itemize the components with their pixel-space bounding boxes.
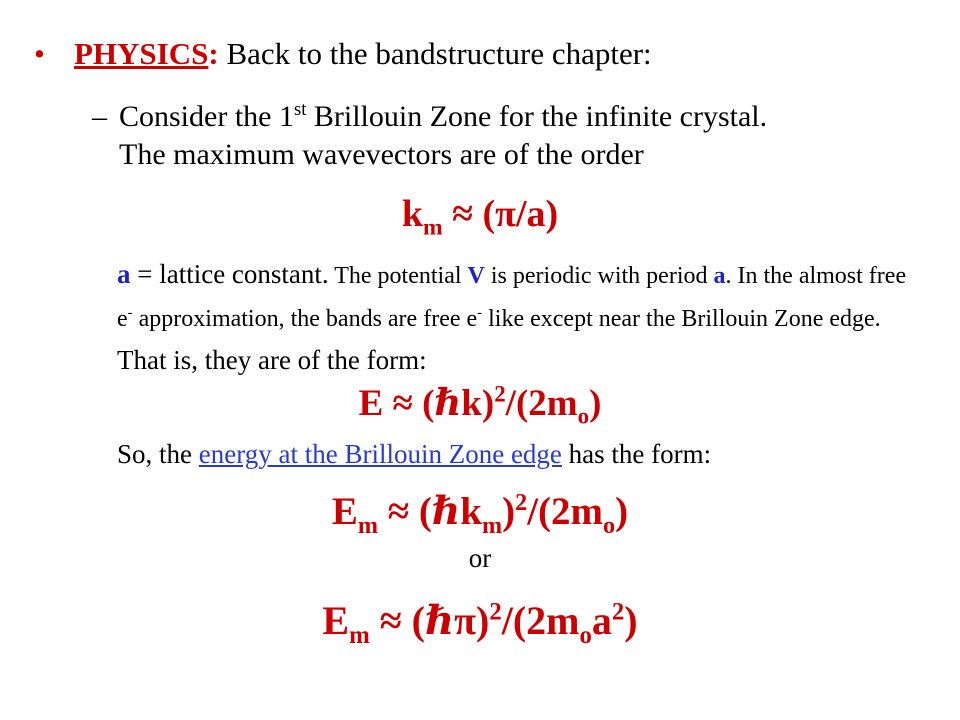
or-text: or — [468, 543, 492, 573]
sub-line2: The maximum wavevectors are of the order — [119, 138, 644, 171]
bullet-text: Back to the bandstructure chapter: — [218, 36, 652, 71]
para-s2-mid: is periodic with period — [484, 263, 714, 289]
eq3-e: E — [331, 490, 358, 533]
equation-e — [0, 380, 960, 429]
eq3-mid1: ≈ (ℏk — [378, 490, 482, 533]
var-a-2: a — [713, 263, 726, 289]
eq2-sub: o — [577, 403, 590, 429]
para-s3: approximation, the bands are free e — [132, 306, 478, 332]
eq3-mid3: /(2m — [527, 490, 604, 533]
var-a: a — [117, 259, 131, 289]
eq3-mid2: ) — [502, 490, 516, 533]
bullet-heading — [34, 34, 652, 74]
dash-icon: – — [92, 100, 107, 133]
eq3-o-sub: o — [603, 511, 616, 539]
eq4-sup: 2 — [489, 598, 502, 626]
e-sup-1: - — [127, 305, 133, 321]
eq1-k-sub: m — [422, 214, 443, 241]
para-s4: like except near the Brillouin Zone edge. — [482, 306, 881, 332]
brillouin-edge-link[interactable]: energy at the Brillouin Zone edge — [198, 439, 562, 469]
equation-em-pi — [0, 597, 960, 649]
sub-line1-pre: Consider the 1 — [119, 100, 294, 133]
a-definition: = lattice constant. — [130, 259, 329, 289]
eq3-post: ) — [615, 490, 629, 533]
sub-line1-sup: st — [293, 99, 307, 120]
para-s2-post: . In the almost free e — [117, 263, 907, 332]
equation-em-km — [0, 488, 960, 539]
para-s5: That is, they are of the form: — [117, 345, 427, 375]
lattice-paragraph — [117, 255, 907, 384]
eq3-e-sub: m — [357, 511, 379, 539]
sub-bullet — [92, 98, 912, 174]
eq2-post: ) — [589, 383, 602, 424]
sub-bullet-text — [119, 98, 912, 174]
eq1-rest: ≈ (π/a) — [442, 193, 559, 235]
eq1-k: k — [401, 193, 423, 235]
eq4-mid2: /(2m — [501, 598, 580, 643]
eq4-a: a — [591, 598, 612, 643]
eq3-sup: 2 — [515, 489, 528, 516]
eq4-e-sub: m — [349, 622, 370, 649]
so-pre: So, the — [117, 439, 199, 469]
so-post: has the form: — [561, 439, 712, 469]
equation-km — [0, 192, 960, 241]
bullet-icon: • — [34, 36, 45, 71]
eq4-e: E — [322, 598, 350, 643]
eq3-k-sub: m — [481, 511, 503, 539]
physics-label: PHYSICS — [74, 36, 209, 71]
var-v: V — [467, 263, 485, 289]
physics-colon: : — [208, 36, 219, 71]
eq4-o-sub: o — [579, 622, 592, 649]
so-line — [117, 436, 711, 472]
para-s2-pre: The potential — [328, 263, 468, 289]
sub-line1-post: Brillouin Zone for the infinite crystal. — [306, 100, 768, 133]
eq4-mid1: ≈ (ℏπ) — [369, 598, 490, 643]
eq2-mid: /(2m — [505, 383, 578, 424]
eq2-sup: 2 — [494, 381, 506, 407]
eq4-a-sup: 2 — [611, 598, 625, 626]
e-sup-2: - — [477, 305, 483, 321]
eq2-pre: E ≈ (ℏk) — [358, 383, 495, 424]
eq4-post: ) — [624, 598, 638, 643]
